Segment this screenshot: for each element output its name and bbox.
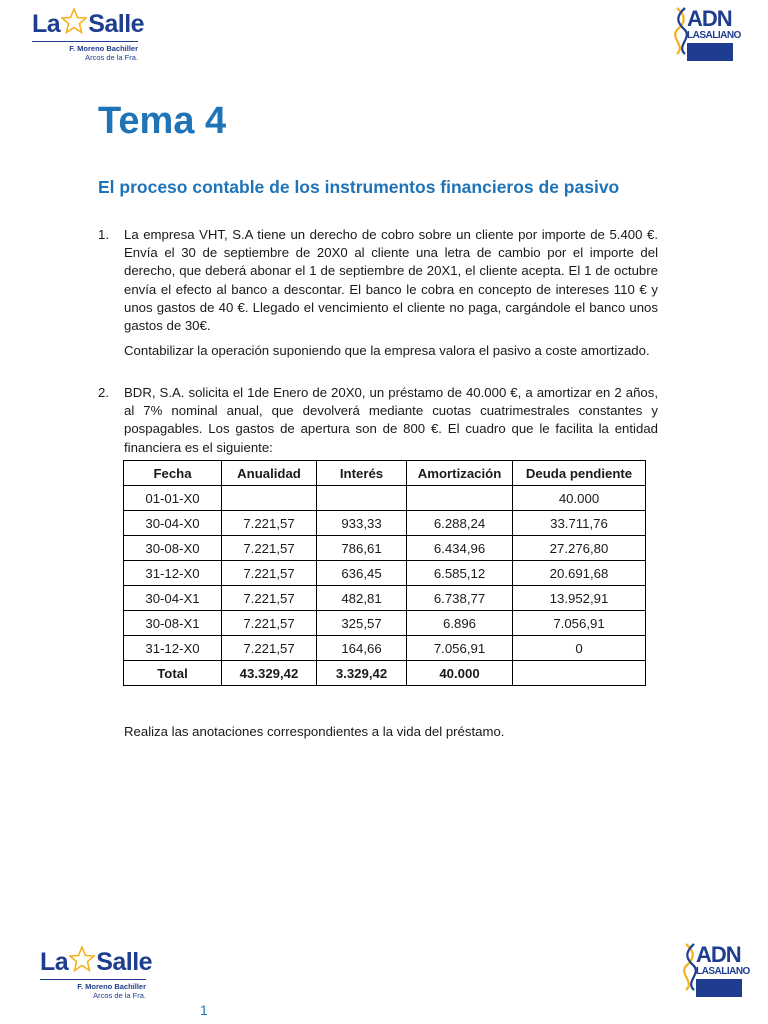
adn-lasaliano-logo — [674, 6, 741, 62]
logo-text-la: La — [32, 9, 61, 38]
exercise-2 — [98, 384, 658, 457]
dna-helix-icon — [674, 6, 688, 62]
table-row: 30-04-X0 7.221,57 933,33 6.288,24 33.711,76 — [124, 511, 646, 536]
logo-school-town: Arcos de la Fra. — [85, 53, 138, 62]
col-header-anualidad: Anualidad — [222, 461, 317, 486]
adn-subtitle: LASALIANO — [696, 966, 750, 977]
page-title: Tema 4 — [98, 100, 227, 142]
logo-school-town: Arcos de la Fra. — [93, 991, 146, 1000]
table-row: 30-04-X1 7.221,57 482,81 6.738,77 13.952,91 — [124, 586, 646, 611]
logo-school-name: F. Moreno Bachiller — [69, 44, 138, 53]
table-row: 30-08-X1 7.221,57 325,57 6.896 7.056,91 — [124, 611, 646, 636]
exercise-2-number: 2. — [98, 385, 109, 400]
logo-text-la: La — [40, 947, 69, 976]
star-icon — [61, 8, 87, 41]
adn-lasaliano-logo-footer — [683, 942, 750, 998]
closing-instruction: Realiza las anotaciones correspondientes a la vida del préstamo. — [124, 724, 505, 739]
logo-text-salle: Salle — [96, 947, 153, 976]
logo-school-name: F. Moreno Bachiller — [77, 982, 146, 991]
lasalle-logo-footer — [40, 946, 153, 1000]
exercise-1-number: 1. — [98, 227, 109, 242]
lasalle-logo — [32, 8, 145, 62]
dna-helix-icon — [683, 942, 697, 998]
amortization-table — [123, 460, 646, 686]
col-header-deuda: Deuda pendiente — [513, 461, 646, 486]
col-header-fecha: Fecha — [124, 461, 222, 486]
adn-title: ADN — [687, 6, 732, 31]
adn-subtitle: LASALIANO — [687, 30, 741, 41]
logo-text-salle: Salle — [88, 9, 145, 38]
exercise-2-text: BDR, S.A. solicita el 1de Enero de 20X0, un préstamo de 40.000 €, a amortizar en 2 años, al 7% nominal anual, que devolverá mediante cuotas cuatrimestrales constantes y pospagables. Los gastos de apertura son de 800 €. El cuadro que le facilita la entidad financiera es el siguiente: — [124, 385, 658, 455]
adn-title: ADN — [696, 942, 741, 967]
table-row: 30-08-X0 7.221,57 786,61 6.434,96 27.276,80 — [124, 536, 646, 561]
col-header-interes: Interés — [317, 461, 407, 486]
exercise-1-instruction: Contabilizar la operación suponiendo que la empresa valora el pasivo a coste amortizado. — [124, 343, 650, 358]
table-row: 31-12-X0 7.221,57 636,45 6.585,12 20.691,68 — [124, 561, 646, 586]
page-number: 1 — [200, 1002, 208, 1018]
table-total-row: Total 43.329,42 3.329,42 40.000 — [124, 661, 646, 686]
table-header-row — [124, 461, 646, 486]
col-header-amortizacion: Amortización — [407, 461, 513, 486]
exercise-1 — [98, 226, 658, 335]
page-subtitle: El proceso contable de los instrumentos financieros de pasivo — [98, 177, 620, 197]
table-row: 31-12-X0 7.221,57 164,66 7.056,91 0 — [124, 636, 646, 661]
star-icon — [69, 946, 95, 979]
exercise-1-text: La empresa VHT, S.A tiene un derecho de cobro sobre un cliente por importe de 5.400 €. Envía el 30 de septiembre de 20X0 al cliente una letra de cambio por el importe del derecho, que deberá abonar el 1 de septiembre de 20X1, el cliente acepta. El 1 de octubre envía el efecto al banco a descontar. El banco le cobra en concepto de intereses 110 € y unos gastos de 40 €. Llegado el vencimiento el cliente no paga, cargándole el banco unos gastos de 30€. — [124, 227, 658, 334]
table-row: 01-01-X0 40.000 — [124, 486, 646, 511]
